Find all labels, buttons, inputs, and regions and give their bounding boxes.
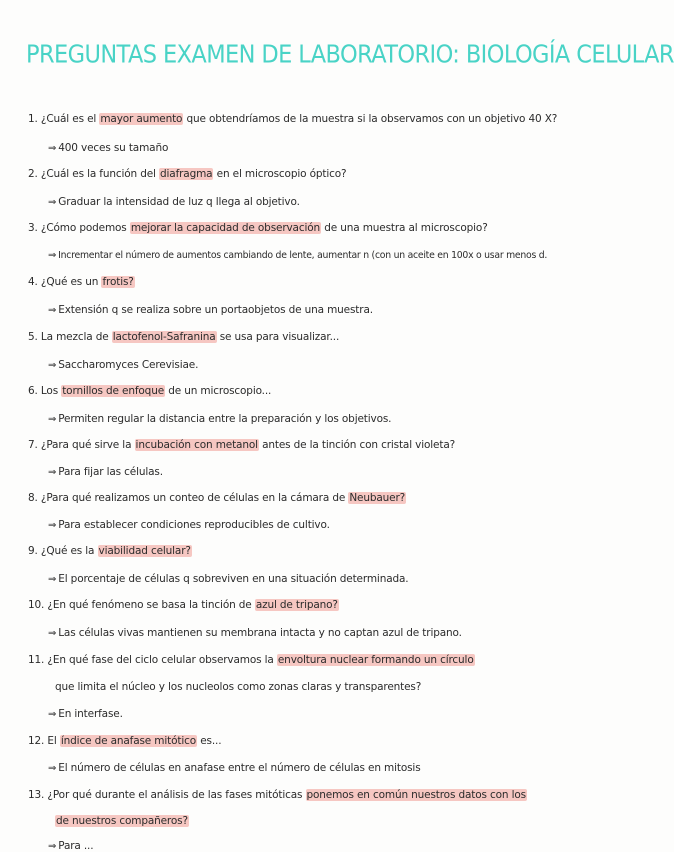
question-8: 8. ¿Para qué realizamos un conteo de células en la cámara de Neubauer?: [28, 492, 406, 504]
arrow-icon: ⇒: [48, 628, 57, 639]
answer-11: ⇒ En interfase.: [48, 708, 123, 720]
question-6: 6. Los tornillos de enfoque de un microscopio...: [28, 385, 272, 397]
arrow-icon: ⇒: [48, 467, 57, 478]
answer-2: ⇒ Graduar la intensidad de luz q llega al objetivo.: [48, 196, 300, 208]
highlight: incubación con metanol: [135, 439, 258, 451]
answer-5: ⇒ Saccharomyces Cerevisiae.: [48, 359, 199, 371]
arrow-icon: ⇒: [48, 841, 57, 852]
question-4: 4. ¿Qué es un frotis?: [28, 276, 134, 288]
highlight: frotis?: [102, 276, 134, 288]
question-3: 3. ¿Cómo podemos mejorar la capacidad de observación de una muestra al microscopio?: [28, 222, 488, 234]
highlight: ponemos en común nuestros datos con los: [306, 789, 526, 801]
arrow-icon: ⇒: [48, 250, 57, 261]
arrow-icon: ⇒: [48, 143, 57, 154]
answer-4: ⇒ Extensión q se realiza sobre un portaobjetos de una muestra.: [48, 304, 373, 316]
question-9: 9. ¿Qué es la viabilidad celular?: [28, 545, 191, 557]
answer-12: ⇒ El número de células en anafase entre el número de células en mitosis: [48, 762, 421, 774]
question-12: 12. El índice de anafase mitótico es...: [28, 735, 222, 747]
arrow-icon: ⇒: [48, 360, 57, 371]
highlight: mejorar la capacidad de observación: [130, 222, 321, 234]
highlight: envoltura nuclear formando un círculo: [277, 654, 474, 666]
answer-7: ⇒ Para fijar las células.: [48, 466, 163, 478]
answer-9: ⇒ El porcentaje de células q sobreviven en una situación determinada.: [48, 573, 409, 585]
highlight: diafragma: [160, 168, 213, 180]
arrow-icon: ⇒: [48, 197, 57, 208]
question-7: 7. ¿Para qué sirve la incubación con metanol antes de la tinción con cristal violeta?: [28, 439, 456, 451]
highlight: Neubauer?: [349, 492, 406, 504]
arrow-icon: ⇒: [48, 305, 57, 316]
arrow-icon: ⇒: [48, 520, 57, 531]
highlight: de nuestros compañeros?: [56, 815, 188, 827]
question-2: 2. ¿Cuál es la función del diafragma en el microscopio óptico?: [28, 168, 347, 180]
answer-8: ⇒ Para establecer condiciones reproducibles de cultivo.: [48, 519, 330, 531]
answer-3: ⇒ Incrementar el número de aumentos cambiando de lente, aumentar n (con un aceite en 100x o usar menos d.: [48, 250, 548, 261]
arrow-icon: ⇒: [48, 574, 57, 585]
highlight: lactofenol-Safranina: [112, 331, 216, 343]
question-5: 5. La mezcla de lactofenol-Safranina se usa para visualizar...: [28, 331, 340, 343]
highlight: mayor aumento: [100, 113, 183, 125]
highlight: viabilidad celular?: [98, 545, 191, 557]
question-13: 13. ¿Por qué durante el análisis de las fases mitóticas ponemos en común nuestros datos con los: [28, 789, 526, 801]
highlight: azul de tripano?: [255, 599, 338, 611]
question-1: 1. ¿Cuál es el mayor aumento que obtendríamos de la muestra si la observamos con un objetivo 40 X?: [28, 113, 558, 125]
question-13-continued: [55, 815, 189, 827]
answer-13: ⇒ Para ...: [48, 840, 94, 852]
question-10: 10. ¿En qué fenómeno se basa la tinción de azul de tripano?: [28, 599, 338, 611]
question-11: 11. ¿En qué fase del ciclo celular observamos la envoltura nuclear formando un círculo: [28, 654, 474, 666]
highlight: tornillos de enfoque: [62, 385, 165, 397]
arrow-icon: ⇒: [48, 709, 57, 720]
arrow-icon: ⇒: [48, 763, 57, 774]
answer-10: ⇒ Las células vivas mantienen su membrana intacta y no captan azul de tripano.: [48, 627, 462, 639]
arrow-icon: ⇒: [48, 414, 57, 425]
answer-6: ⇒ Permiten regular la distancia entre la preparación y los objetivos.: [48, 413, 392, 425]
answer-1: ⇒ 400 veces su tamaño: [48, 142, 169, 154]
page-title: PREGUNTAS EXAMEN DE LABORATORIO: BIOLOGÍA CELULAR: [26, 40, 674, 70]
question-11-continued: que limita el núcleo y los nucleolos como zonas claras y transparentes?: [55, 681, 422, 693]
highlight: índice de anafase mitótico: [60, 735, 197, 747]
